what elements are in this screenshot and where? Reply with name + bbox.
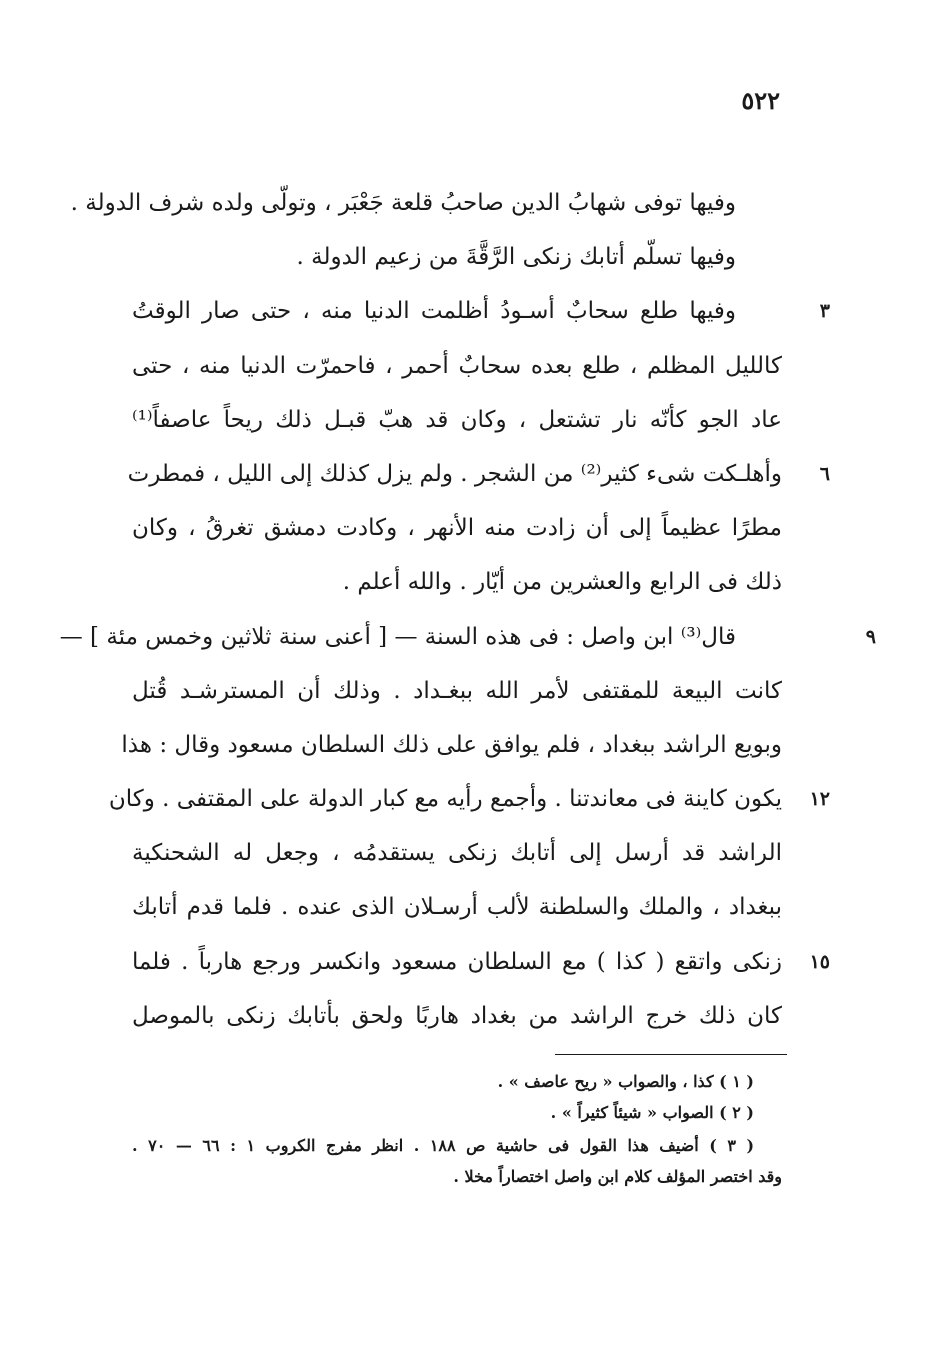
text-line [132,555,782,609]
footnote [132,1130,782,1161]
text-line [132,664,782,718]
text-line [132,989,782,1043]
footnote [132,1097,782,1128]
text-line [108,772,830,826]
text-line [132,826,782,880]
line-text: كانت البيعة للمقتفى لأمر الله ببغـداد . وذلك أن المسترشـد قُتل [132,677,782,704]
footnote-divider [555,1054,787,1055]
text-line [132,339,782,393]
footnote-text: وقد اختصر المؤلف كلام ابن واصل اختصاراً مخلا . [453,1167,782,1186]
line-text: ببغداد ، والملك والسلطنة لألب أرسـلان الذى عنده . فلما قدم أتابك [132,894,782,921]
footnote-continuation [132,1161,782,1192]
footnote-text: ( ١ ) كذا ، والصواب « ريح عاصف » . [497,1072,754,1091]
text-line [127,447,830,501]
line-number: ٩ [865,625,876,648]
line-text: ذلك فى الرابع والعشرين من أيّار . والله أعلم . [342,569,782,596]
line-text: قال⁽³⁾ ابن واصل : فى هذه السنة — [ أعنى سنة ثلاثين وخمس مئة ] — [59,623,736,650]
line-text: وبويع الراشد ببغداد ، فلم يوافق على ذلك السلطان مسعود وقال : هذا [121,731,782,758]
line-number: ١٥ [809,950,830,973]
text-line [132,284,830,338]
line-text: عاد الجو كأنّه نار تشتعل ، وكان قد هبّ قبـل ذلك ريحاً عاصفاً⁽¹⁾ [132,406,782,433]
line-text: الراشد قد أرسل إلى أتابك زنكى يستقدمُه ، وجعل له الشحنكية [132,840,782,867]
line-text: وفيها توفى شهابُ الدين صاحبُ قلعة جَعْبَر ، وتولّى ولده شرف الدولة . [70,190,736,216]
line-number: ٦ [819,462,830,485]
text-line [59,610,876,664]
footnote [132,1066,782,1097]
text-line [132,230,782,284]
line-text: وفيها تسلّم أتابك زنكى الرَّقَّةَ من زعيم الدولة . [296,244,736,271]
line-text: وأهلـكت شىء كثير⁽²⁾ من الشجر . ولم يزل كذلك إلى الليل ، فمطرت [127,460,782,487]
main-text-body [59,176,876,1043]
line-text: زنكى واتقع ( كذا ) مع السلطان مسعود وانكسر ورجع هارباً . فلما [132,948,782,975]
line-number: ١٢ [809,788,830,811]
text-line [132,880,782,934]
text-line [70,176,782,230]
footnotes [132,1066,782,1192]
text-line [132,501,782,555]
text-line [121,718,782,772]
line-number: ٣ [819,300,830,323]
footnote-text: ( ٣ ) أضيف هذا القول فى حاشية ص ١٨٨ . انظر مفرج الكروب ١ : ٦٦ — ٧٠ . [132,1136,755,1155]
text-line [132,935,830,989]
footnote-text: ( ٢ ) الصواب « شيئاً كثيراً » . [550,1103,754,1122]
page-number: ٥٢٢ [741,86,780,115]
line-text: وفيها طلع سحابٌ أسـودُ أظلمت الدنيا منه ، حتى صار الوقتُ [132,298,736,325]
line-text: مطرًا عظيماً إلى أن زادت منه الأنهر ، وكادت دمشق تغرقُ ، وكان [132,515,782,542]
line-text: كان ذلك خرج الراشد من بغداد هاربًا ولحق بأتابك زنكى بالموصل [132,1002,782,1029]
line-text: يكون كاينة فى معاندتنا . وأجمع رأيه مع كبار الدولة على المقتفى . وكان [108,786,782,813]
line-text: كالليل المظلم ، طلع بعده سحابٌ أحمر ، فاحمرّت الدنيا منه ، حتى [132,352,782,379]
text-line [132,393,782,447]
